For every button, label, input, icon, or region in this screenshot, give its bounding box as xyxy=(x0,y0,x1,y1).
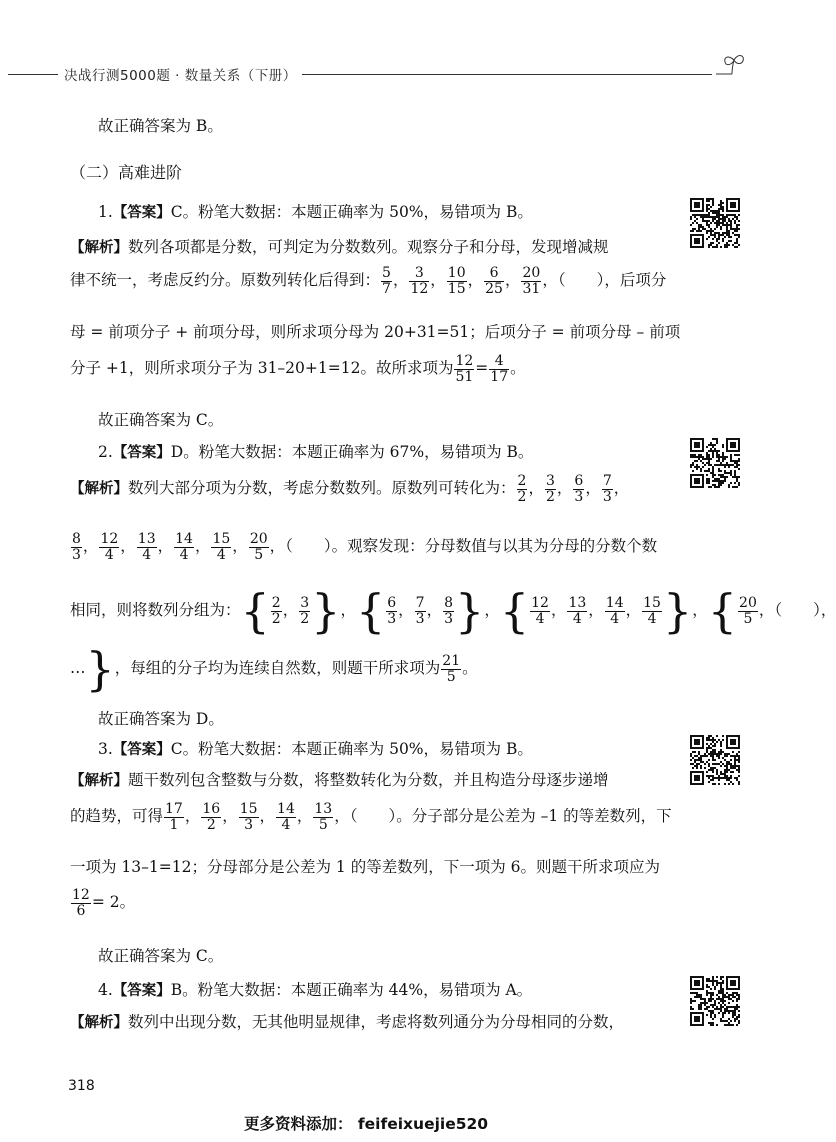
fraction xyxy=(211,532,231,562)
q2-text1a: 数列大部分项为分数，考虑分数数列。原数列可转化为： xyxy=(128,479,516,498)
q3-analysis-line2 xyxy=(70,802,672,832)
qr-code-icon xyxy=(690,198,740,248)
fraction-numerator: 15 xyxy=(643,594,661,611)
q3-text4b: = 2。 xyxy=(91,893,136,912)
q3-answer-line xyxy=(98,737,533,759)
q1-number: 1. xyxy=(98,203,113,221)
fraction-numerator: 3 xyxy=(409,266,429,282)
fraction xyxy=(409,266,429,296)
q1-analysis-line4 xyxy=(70,354,526,384)
q1-answer-text: C。粉笔大数据：本题正确率为 50%，易错项为 B。 xyxy=(170,203,533,221)
q1-analysis-line3: 母 = 前项分子 + 前项分母，则所求项分母为 20+31=51；后项分子 = 前项分母 – 前项 xyxy=(70,323,681,341)
q2-analysis-line3: 相同，则将数列分组为：{ $\frac{2}{2}$ ， $\frac{3}{2}$ }，{ $\frac{6}{3}$ ， $\frac{7}{3}$ ， $\frac{8}{3}$ }，{ $\frac{12}{4}$ ， $\frac{13}{4}$ ， $\frac{14}{4}$ ， $\frac{15}{4}$ }，{ $\frac{20}{5}$ ，（ ）， xyxy=(70,584,836,638)
fraction xyxy=(201,802,221,832)
fraction xyxy=(239,802,259,832)
q2-answer-tag: 【答案】 xyxy=(112,445,171,461)
fraction-denominator: 4 xyxy=(535,610,545,627)
fraction-denominator: 1 xyxy=(169,816,179,833)
fraction-denominator: 2 xyxy=(545,488,555,505)
q2-analysis-line2 xyxy=(70,532,657,562)
fraction xyxy=(271,596,282,626)
fraction-denominator: 2 xyxy=(206,816,216,833)
q4-answer-line xyxy=(98,978,532,1000)
fraction xyxy=(545,474,556,504)
section-title: （二）高难进阶 xyxy=(70,163,183,182)
fraction-numerator: 13 xyxy=(314,801,333,817)
q2-brace-open-3: { xyxy=(499,584,530,638)
q1-text2a: 律不统一，考虑反约分。原数列转化后得到： xyxy=(70,271,381,290)
fraction-denominator: 15 xyxy=(447,280,466,297)
fraction xyxy=(489,354,509,384)
fraction-denominator: 4 xyxy=(179,546,189,563)
q4-analysis-line1 xyxy=(70,1010,624,1032)
fraction xyxy=(484,266,504,296)
q4-text1: 数列中出现分数，无其他明显规律，考虑将数列通分为分母相同的分数， xyxy=(128,1013,625,1031)
fraction-numerator: 13 xyxy=(568,594,587,611)
q2-answer-line xyxy=(98,440,533,462)
fraction xyxy=(602,474,613,504)
fraction-denominator: 5 xyxy=(743,610,753,627)
q2-ellipsis: … xyxy=(70,659,86,677)
fraction-numerator: 5 xyxy=(382,265,391,281)
qr-code-icon xyxy=(690,976,740,1026)
q3-analysis-tag: 【解析】 xyxy=(70,773,128,789)
q2-text2b: ，（ ）。观察发现：分母数值与以其为分母的分数个数 xyxy=(269,537,658,556)
q2-brace-close-1: } xyxy=(311,584,341,638)
fraction xyxy=(642,596,662,626)
q3-answer-tag: 【答案】 xyxy=(112,742,171,758)
fraction-numerator: 8 xyxy=(444,594,454,611)
fraction-denominator: 51 xyxy=(455,368,474,385)
q2-brace-close-3: } xyxy=(662,584,693,638)
q2-group-1: $\frac{2}{2}$ ， $\frac{3}{2}$ xyxy=(271,594,310,627)
q3-text2a: 的趋势，可得 xyxy=(70,807,164,826)
fraction xyxy=(313,802,333,832)
fraction-denominator: 7 xyxy=(382,280,391,297)
q4-answer-tag: 【答案】 xyxy=(112,983,171,999)
fraction-numerator: 17 xyxy=(165,801,183,817)
q2-text3a: 相同，则将数列分组为： xyxy=(70,601,241,619)
fraction-numerator: 12 xyxy=(72,887,90,903)
fraction-denominator: 17 xyxy=(490,368,509,385)
q1-analysis-line2 xyxy=(70,266,666,296)
fraction xyxy=(415,596,426,626)
running-header xyxy=(0,64,800,86)
fraction-numerator: 20 xyxy=(249,531,268,547)
fraction-denominator: 3 xyxy=(387,610,397,627)
fraction-numerator: 14 xyxy=(175,531,193,547)
fraction xyxy=(174,532,194,562)
q1-conclusion: 故正确答案为 C。 xyxy=(98,411,224,429)
intro-conclusion: 故正确答案为 B。 xyxy=(98,117,223,135)
fraction-numerator: 14 xyxy=(605,594,624,611)
fraction xyxy=(530,596,550,626)
fraction-numerator: 6 xyxy=(387,594,397,611)
q4-answer-text: B。粉笔大数据：本题正确率为 44%，易错项为 A。 xyxy=(170,981,533,999)
fraction-denominator: 2 xyxy=(271,610,281,627)
qr-code-icon xyxy=(690,735,740,785)
q1-analysis-line1 xyxy=(70,235,609,257)
fraction xyxy=(573,474,584,504)
sprout-icon xyxy=(712,52,748,82)
qr-code-icon xyxy=(690,438,740,488)
fraction-denominator: 2 xyxy=(517,488,527,505)
fraction-denominator: 25 xyxy=(485,280,503,297)
q1-text4a: 分子 +1，则所求项分子为 31–20+1=12。故所求项为 xyxy=(70,359,454,378)
fraction-numerator: 3 xyxy=(545,473,555,489)
fraction xyxy=(605,596,625,626)
q4-number: 4. xyxy=(98,981,113,999)
fraction-numerator: 12 xyxy=(100,531,119,547)
fraction xyxy=(517,474,528,504)
header-rule-right xyxy=(302,74,712,75)
fraction xyxy=(276,802,296,832)
fraction-denominator: 4 xyxy=(281,816,291,833)
q3-analysis-line4 xyxy=(70,888,135,918)
fraction xyxy=(299,596,310,626)
fraction xyxy=(454,354,474,384)
fraction-numerator: 13 xyxy=(137,531,156,547)
q2-fractions-1: $\frac{2}{2}$ ， $\frac{3}{2}$ ， $\frac{6}{3}$ ， $\frac{7}{3}$ ， xyxy=(517,473,630,505)
q1-fractions: $\frac{5}{7}$ ， $\frac{3}{12}$ ， $\frac{10}{15}$ ， $\frac{6}{25}$ ， $\frac{20}{31}$ xyxy=(382,265,541,297)
fraction-denominator: 2 xyxy=(300,610,310,627)
q3-answer-text: C。粉笔大数据：本题正确率为 50%，易错项为 B。 xyxy=(170,740,533,758)
q2-result xyxy=(440,652,462,685)
fraction xyxy=(99,532,119,562)
q2-fractions-2: $\frac{8}{3}$ ， $\frac{12}{4}$ ， $\frac{13}{4}$ ， $\frac{14}{4}$ ， $\frac{15}{4}$ ， $\frac{20}{5}$ xyxy=(72,531,268,563)
fraction xyxy=(738,596,758,626)
q2-number: 2. xyxy=(98,443,113,461)
fraction xyxy=(71,888,91,918)
fraction-numerator: 15 xyxy=(239,801,258,817)
fraction-numerator: 6 xyxy=(484,266,504,282)
footer-text: 更多资料添加： feifeixuejie520 xyxy=(244,1115,489,1133)
fraction-denominator: 5 xyxy=(254,546,264,563)
header-title: 决战行测5000题 · 数量关系（下册） xyxy=(64,68,297,84)
fraction xyxy=(381,266,392,296)
q3-analysis-line3: 一项为 13–1=12；分母部分是公差为 1 的等差数列，下一项为 6。则题干所求项应为 xyxy=(70,858,660,876)
fraction-denominator: 4 xyxy=(572,610,582,627)
fraction xyxy=(447,266,467,296)
fraction-numerator: 15 xyxy=(212,531,231,547)
fraction-denominator: 4 xyxy=(216,546,226,563)
fraction-denominator: 4 xyxy=(104,546,114,563)
q1-analysis-tag: 【解析】 xyxy=(70,240,128,256)
q1-answer-line xyxy=(98,200,533,222)
q2-analysis-line1 xyxy=(70,474,629,504)
fraction-numerator: 8 xyxy=(72,531,81,547)
q2-group-2: $\frac{6}{3}$ ， $\frac{7}{3}$ ， $\frac{8}{3}$ xyxy=(387,594,454,627)
q3-result xyxy=(70,887,92,919)
fraction-denominator: 4 xyxy=(647,610,657,627)
fraction xyxy=(137,532,157,562)
q3-number: 3. xyxy=(98,740,113,758)
fraction-numerator: 14 xyxy=(277,801,295,817)
q2-end: 。 xyxy=(462,659,478,677)
fraction-denominator: 31 xyxy=(522,280,541,297)
fraction-numerator: 16 xyxy=(202,801,221,817)
fraction-denominator: 3 xyxy=(444,610,454,627)
q2-analysis-tag: 【解析】 xyxy=(70,481,128,498)
fraction-numerator: 20 xyxy=(739,594,757,611)
q3-analysis-line1 xyxy=(70,768,609,790)
fraction-numerator: 7 xyxy=(602,473,612,489)
q2-answer-text: D。粉笔大数据：本题正确率为 67%，易错项为 B。 xyxy=(170,443,534,461)
fraction-numerator: 6 xyxy=(574,473,584,489)
q1-result: $\frac{12}{51}$ = $\frac{4}{17}$ xyxy=(455,353,509,385)
fraction-denominator: 3 xyxy=(72,546,81,563)
fraction-numerator: 4 xyxy=(489,354,509,370)
q2-brace-close-2: } xyxy=(455,584,485,638)
fraction xyxy=(521,266,541,296)
fraction xyxy=(441,654,461,684)
fraction-numerator: 21 xyxy=(442,652,461,669)
fraction-numerator: 3 xyxy=(300,594,310,611)
fraction xyxy=(386,596,397,626)
q3-conclusion: 故正确答案为 C。 xyxy=(98,947,224,965)
fraction-denominator: 4 xyxy=(610,610,620,627)
q1-answer-tag: 【答案】 xyxy=(112,205,171,221)
q1-text2b: ，（ ），后项分 xyxy=(542,271,667,290)
q2-group-4 xyxy=(737,594,759,627)
fraction-denominator: 5 xyxy=(446,668,456,685)
fraction-numerator: 7 xyxy=(415,594,425,611)
q2-brace-close-4: } xyxy=(85,642,115,696)
fraction-numerator: 2 xyxy=(271,594,281,611)
fraction-denominator: 5 xyxy=(318,816,328,833)
fraction-denominator: 4 xyxy=(142,546,152,563)
q2-conclusion: 故正确答案为 D。 xyxy=(98,710,224,728)
fraction-numerator: 10 xyxy=(447,265,466,281)
q1-analysis-text1: 数列各项都是分数，可判定为分数数列。观察分子和分母，发现增减规 xyxy=(128,238,609,256)
fraction xyxy=(249,532,269,562)
q3-fractions: $\frac{17}{1}$ ， $\frac{16}{2}$ ， $\frac{15}{3}$ ， $\frac{14}{4}$ ， $\frac{13}{5}$ xyxy=(165,801,333,833)
fraction-denominator: 3 xyxy=(244,816,254,833)
fraction-denominator: 6 xyxy=(76,902,86,919)
q2-group-3: $\frac{12}{4}$ ， $\frac{13}{4}$ ， $\frac{14}{4}$ ， $\frac{15}{4}$ xyxy=(531,594,661,627)
q2-brace-open-4: { xyxy=(707,584,738,638)
header-rule-left xyxy=(8,74,58,75)
fraction-numerator: 12 xyxy=(455,353,474,369)
fraction xyxy=(71,532,82,562)
q2-brace-open-2: { xyxy=(355,584,386,638)
fraction xyxy=(567,596,587,626)
q2-brace-open-1: { xyxy=(240,584,270,638)
fraction xyxy=(164,802,184,832)
q2-analysis-line4 xyxy=(70,642,478,696)
q3-text1: 题干数列包含整数与分数，将整数转化为分数，并且构造分母逐步递增 xyxy=(128,771,609,789)
fraction-denominator: 3 xyxy=(415,610,425,627)
fraction-numerator: 20 xyxy=(522,265,541,281)
q4-analysis-tag: 【解析】 xyxy=(70,1015,128,1031)
q3-text2b: ，（ ）。分子部分是公差为 –1 的等差数列，下 xyxy=(334,807,672,826)
fraction-denominator: 12 xyxy=(410,280,429,297)
fraction xyxy=(443,596,454,626)
q2-group4-tail: ，（ ）， xyxy=(758,601,836,619)
fraction-numerator: 12 xyxy=(531,594,549,611)
q1-end: 。 xyxy=(510,359,526,378)
fraction-denominator: 3 xyxy=(574,488,584,505)
q2-text4b: ，每组的分子均为连续自然数，则题干所求项为 xyxy=(114,659,441,677)
fraction-numerator: 2 xyxy=(517,473,527,489)
page-number: 318 xyxy=(68,1078,95,1094)
fraction-denominator: 3 xyxy=(602,488,612,505)
